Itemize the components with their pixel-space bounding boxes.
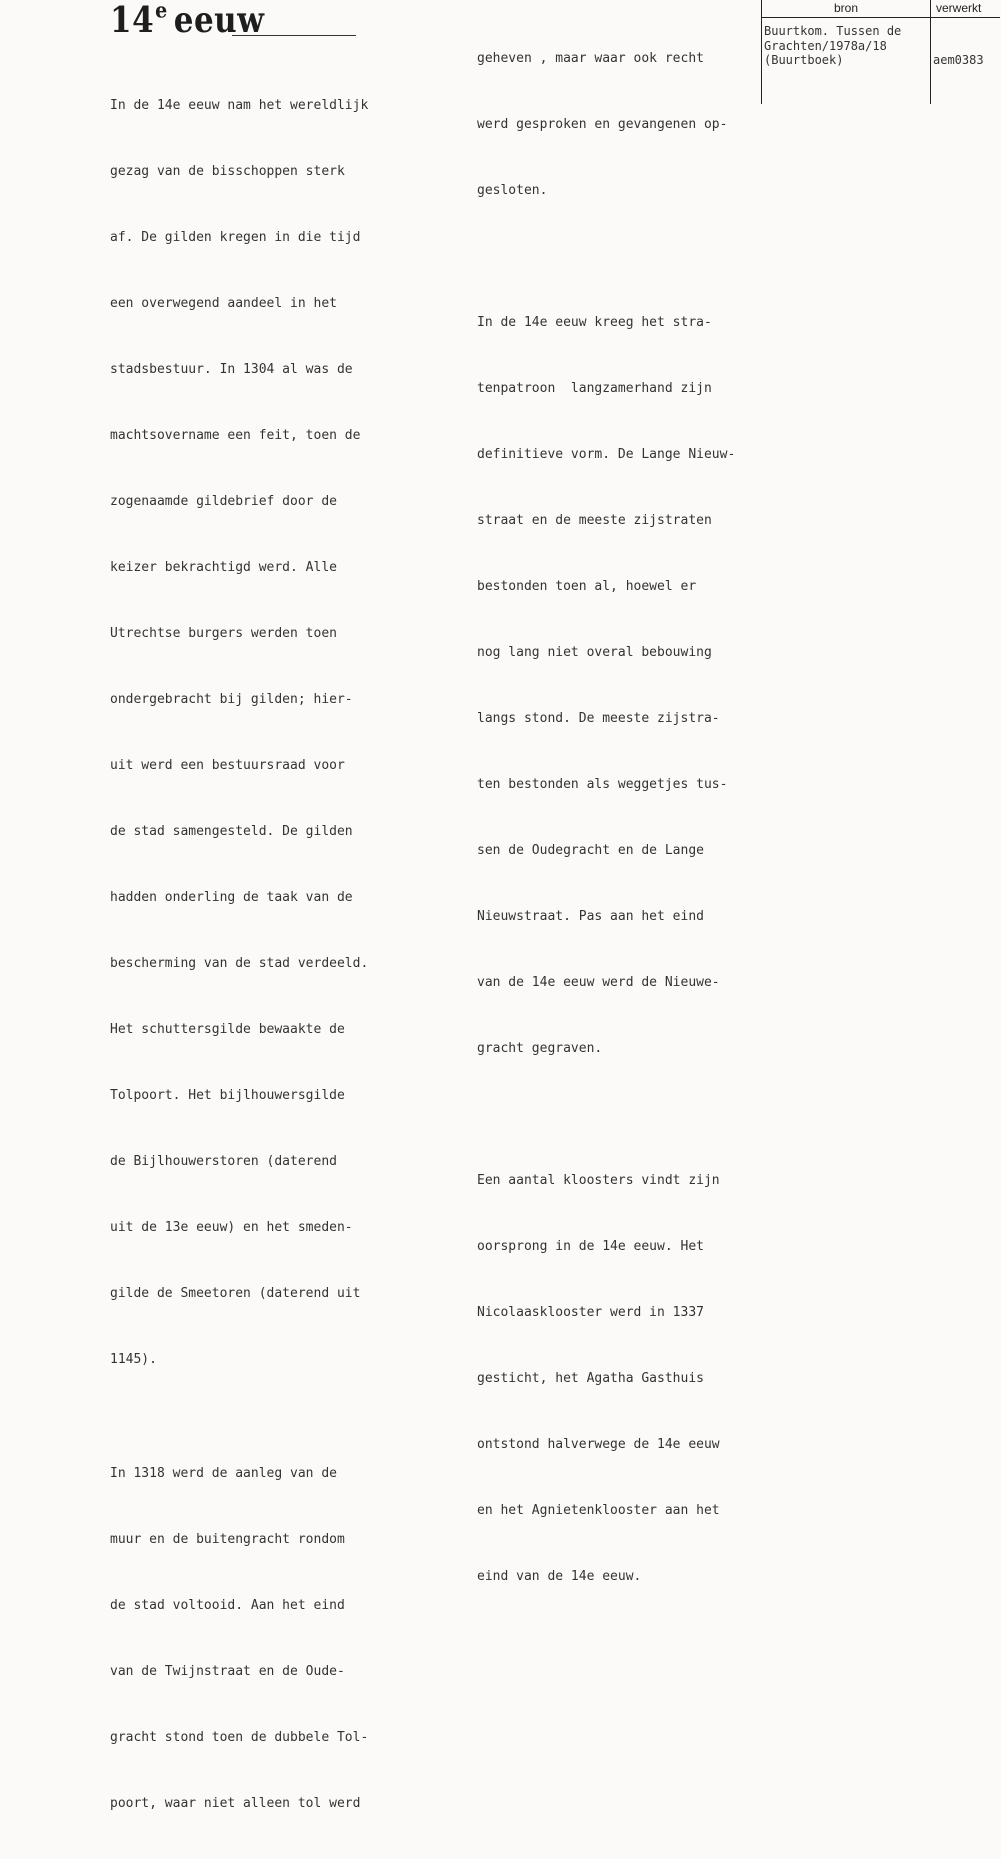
text-line: gracht stond toen de dubbele Tol- (110, 1730, 369, 1745)
text-line: Nieuwstraat. Pas aan het eind (477, 909, 704, 924)
table-border-left (761, 0, 762, 104)
text-line: In de 14e eeuw kreeg het stra- (477, 315, 712, 330)
text-line: gesticht, het Agatha Gasthuis (477, 1371, 704, 1386)
text-line: bescherming van de stad verdeeld. (110, 956, 369, 971)
text-line: uit werd een bestuursraad voor (110, 758, 345, 773)
source-table (761, 0, 1001, 104)
table-cell-verwerkt: aem0383 (933, 53, 984, 67)
text-line: bestonden toen al, hoewel er (477, 579, 697, 594)
text-line: zogenaamde gildebrief door de (110, 494, 337, 509)
text-line: straat en de meeste zijstraten (477, 513, 712, 528)
text-line: langs stond. De meeste zijstra- (477, 711, 720, 726)
text-line: de stad voltooid. Aan het eind (110, 1598, 345, 1613)
text-line: de stad samengesteld. De gilden (110, 824, 353, 839)
text-line: gilde de Smeetoren (daterend uit (110, 1286, 361, 1301)
text-line: van de Twijnstraat en de Oude- (110, 1664, 345, 1679)
text-line: nog lang niet overal bebouwing (477, 645, 712, 660)
heading-superscript: e (155, 0, 168, 23)
heading-underline (232, 35, 356, 36)
text-line: Utrechtse burgers werden toen (110, 626, 337, 641)
paragraph-gap (477, 1104, 735, 1126)
text-line: gesloten. (477, 183, 548, 198)
table-cell-bron-line: Grachten/1978a/18 (764, 39, 887, 53)
text-line: 1145). (110, 1352, 157, 1367)
text-line: definitieve vorm. De Lange Nieuw- (477, 447, 736, 462)
text-line: In de 14e eeuw nam het wereldlijk (110, 98, 369, 113)
text-column-left (110, 51, 368, 1859)
text-line: muur en de buitengracht rondom (110, 1532, 345, 1547)
table-cell-bron-line: Buurtkom. Tussen de (764, 24, 902, 38)
text-line: In 1318 werd de aanleg van de (110, 1466, 337, 1481)
text-line: de Bijlhouwerstoren (daterend (110, 1154, 337, 1169)
paragraph-gap (110, 1415, 368, 1419)
text-column-right (477, 4, 735, 1632)
text-line: ten bestonden als weggetjes tus- (477, 777, 728, 792)
text-line: oorsprong in de 14e eeuw. Het (477, 1239, 704, 1254)
text-line: poort, waar niet alleen tol werd (110, 1796, 361, 1811)
text-line: gracht gegraven. (477, 1041, 603, 1056)
text-line: ontstond halverwege de 14e eeuw (477, 1437, 720, 1452)
text-line: Tolpoort. Het bijlhouwersgilde (110, 1088, 345, 1103)
text-line: keizer bekrachtigd werd. Alle (110, 560, 337, 575)
text-line: werd gesproken en gevangenen op- (477, 117, 728, 132)
text-line: stadsbestuur. In 1304 al was de (110, 362, 353, 377)
text-line: Een aantal kloosters vindt zijn (477, 1173, 720, 1188)
paragraph-gap (477, 246, 735, 268)
table-header-bron: bron (834, 1, 859, 15)
text-line: een overwegend aandeel in het (110, 296, 337, 311)
text-line: van de 14e eeuw werd de Nieuwe- (477, 975, 720, 990)
table-header-rule (761, 17, 1000, 18)
heading-number: 14 (110, 0, 155, 42)
text-line: Nicolaasklooster werd in 1337 (477, 1305, 704, 1320)
text-line: sen de Oudegracht en de Lange (477, 843, 704, 858)
text-line: gezag van de bisschoppen sterk (110, 164, 345, 179)
text-line: eind van de 14e eeuw. (477, 1569, 642, 1584)
text-line: hadden onderling de taak van de (110, 890, 353, 905)
text-line: machtsovername een feit, toen de (110, 428, 361, 443)
text-line: ondergebracht bij gilden; hier- (110, 692, 353, 707)
text-line: uit de 13e eeuw) en het smeden- (110, 1220, 353, 1235)
text-line: tenpatroon langzamerhand zijn (477, 381, 712, 396)
table-border-middle (930, 0, 931, 104)
heading-word: eeuw (173, 0, 265, 42)
text-line: af. De gilden kregen in die tijd (110, 230, 361, 245)
table-cell-bron-line: (Buurtboek) (764, 53, 844, 67)
table-header-verwerkt: verwerkt (936, 1, 982, 15)
text-line: geheven , maar waar ook recht (477, 51, 704, 66)
text-line: en het Agnietenklooster aan het (477, 1503, 720, 1518)
text-line: Het schuttersgilde bewaakte de (110, 1022, 345, 1037)
